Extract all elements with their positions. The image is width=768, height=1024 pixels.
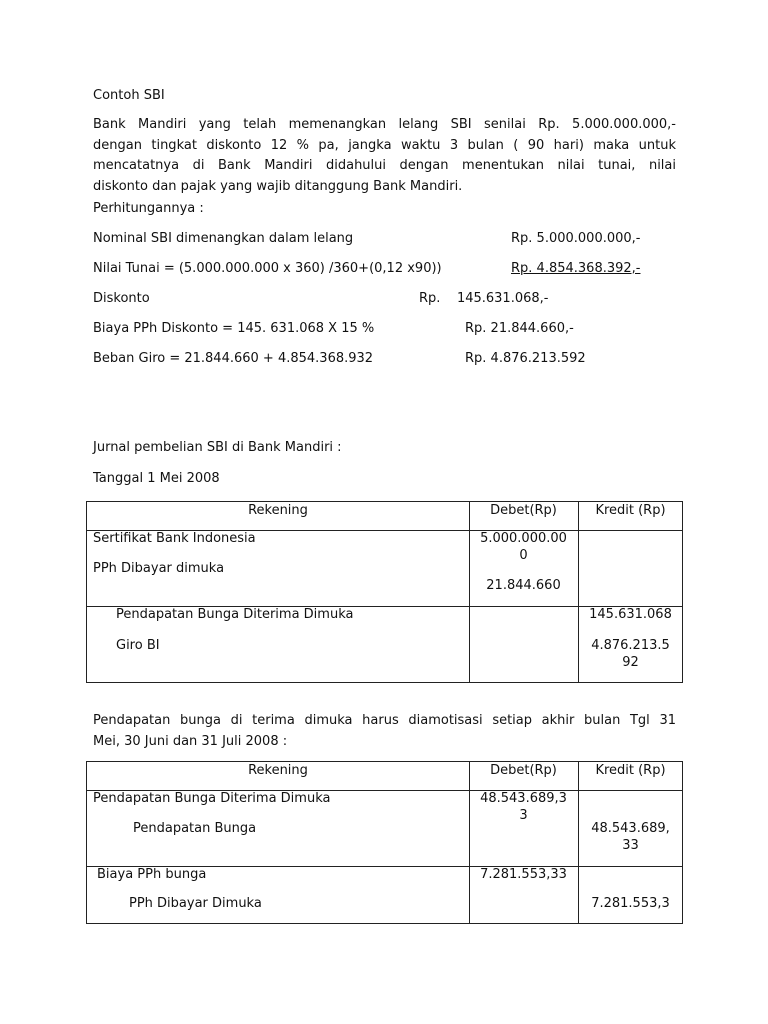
amortization-paragraph <box>93 711 676 752</box>
calc-value-diskonto: Rp. 145.631.068,- <box>419 291 549 306</box>
amortization-line: Pendapatan bunga di terima dimuka harus diamotisasi setiap akhir bulan Tgl 31 <box>93 713 676 728</box>
calc-label-beban-giro: Beban Giro = 21.844.660 + 4.854.368.932 <box>93 351 374 366</box>
calc-label-pph: Biaya PPh Diskonto = 145. 631.068 X 15 % <box>93 321 375 336</box>
journal-table <box>86 501 683 683</box>
document-title: Contoh SBI <box>93 88 165 103</box>
account-cell: Biaya PPh bunga <box>97 867 207 882</box>
debit-cell: 0 <box>519 548 528 563</box>
account-cell: PPh Dibayar Dimuka <box>129 896 262 911</box>
amortization-table <box>86 761 683 924</box>
calc-heading: Perhitungannya : <box>93 201 204 216</box>
debit-cell: 5.000.000.00 <box>480 531 567 546</box>
intro-line: diskonto dan pajak yang wajib ditanggung Bank Mandiri. <box>93 178 463 194</box>
column-divider <box>469 762 470 923</box>
intro-line: mencatatnya di Bank Mandiri didahului dengan menentukan nilai tunai, nilai <box>93 158 676 173</box>
header-credit: Kredit (Rp) <box>595 763 666 778</box>
calc-value-beban-giro: Rp. 4.876.213.592 <box>465 351 586 366</box>
debit-cell: 3 <box>519 808 528 823</box>
debit-cell: 21.844.660 <box>486 578 561 593</box>
calc-label-diskonto: Diskonto <box>93 291 150 306</box>
account-cell: Sertifikat Bank Indonesia <box>93 531 256 546</box>
debit-cell: 7.281.553,33 <box>480 867 567 882</box>
account-cell: Pendapatan Bunga <box>133 821 257 836</box>
header-debit: Debet(Rp) <box>490 503 557 518</box>
account-cell: Giro BI <box>116 638 160 653</box>
credit-cell: 48.543.689, <box>591 821 670 836</box>
credit-cell: 7.281.553,3 <box>591 896 670 911</box>
credit-cell: 4.876.213.5 <box>591 638 670 653</box>
header-debit: Debet(Rp) <box>490 763 557 778</box>
account-cell: Pendapatan Bunga Diterima Dimuka <box>93 791 331 806</box>
credit-cell: 33 <box>622 838 639 853</box>
debit-cell: 48.543.689,3 <box>480 791 567 806</box>
journal-heading: Jurnal pembelian SBI di Bank Mandiri : <box>93 440 342 455</box>
intro-line: dengan tingkat diskonto 12 % pa, jangka waktu 3 bulan ( 90 hari) maka untuk <box>93 137 676 153</box>
calc-label-nilai-tunai: Nilai Tunai = (5.000.000.000 x 360) /360+(0,12 x90)) <box>93 261 442 276</box>
calc-label-nominal: Nominal SBI dimenangkan dalam lelang <box>93 231 354 246</box>
credit-cell: 145.631.068 <box>589 607 672 622</box>
header-credit: Kredit (Rp) <box>595 503 666 518</box>
calc-value-nilai-tunai: Rp. 4.854.368.392,- <box>511 261 641 276</box>
journal-date: Tanggal 1 Mei 2008 <box>93 471 220 486</box>
credit-cell: 92 <box>622 655 639 670</box>
header-account: Rekening <box>248 503 308 518</box>
intro-paragraph <box>93 115 676 197</box>
header-account: Rekening <box>248 763 308 778</box>
calc-value-pph: Rp. 21.844.660,- <box>465 321 574 336</box>
amortization-line: Mei, 30 Juni dan 31 Juli 2008 : <box>93 733 288 749</box>
account-cell: Pendapatan Bunga Diterima Dimuka <box>116 607 354 622</box>
account-cell: PPh Dibayar dimuka <box>93 561 225 576</box>
calc-value-nominal: Rp. 5.000.000.000,- <box>511 231 641 246</box>
intro-line: Bank Mandiri yang telah memenangkan lelang SBI senilai Rp. 5.000.000.000,- <box>93 117 676 132</box>
